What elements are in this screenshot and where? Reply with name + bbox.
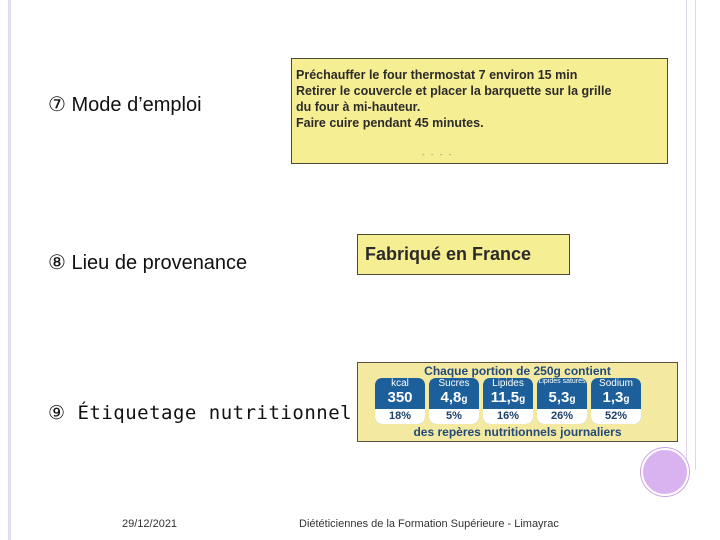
left-frame-line bbox=[8, 0, 11, 540]
nutrition-tile-lipides-satures bbox=[537, 378, 587, 424]
tile-name: Sucres bbox=[438, 378, 470, 389]
tile-value: 5,3g bbox=[548, 389, 576, 406]
mode-emploi-image bbox=[291, 58, 668, 164]
item-label-provenance: ⑧ Lieu de provenance bbox=[48, 252, 248, 274]
mode-emploi-line: Faire cuire pendant 45 minutes. bbox=[296, 116, 484, 130]
nutrition-tile-sodium bbox=[591, 378, 641, 424]
nutrition-tile-kcal bbox=[375, 378, 425, 424]
tile-percent: 5% bbox=[429, 408, 479, 424]
nutrition-tiles bbox=[375, 378, 641, 424]
tile-value: 350 bbox=[387, 389, 413, 406]
tile-name: kcal bbox=[391, 378, 409, 389]
tile-value: 11,5g bbox=[490, 389, 526, 406]
tile-percent: 52% bbox=[591, 408, 641, 424]
footer-organization: Diététiciennes de la Formation Supérieure - Limayrac bbox=[299, 518, 559, 530]
mode-emploi-line: du four à mi-hauteur. bbox=[296, 100, 421, 114]
tile-name: Lipides saturés bbox=[538, 378, 586, 385]
provenance-text: Fabriqué en France bbox=[365, 244, 532, 264]
tile-percent: 26% bbox=[537, 408, 587, 424]
nutrition-tile-lipides bbox=[483, 378, 533, 424]
footer-date: 29/12/2021 bbox=[122, 518, 178, 530]
tile-percent: 18% bbox=[375, 408, 425, 424]
tile-value: 1,3g bbox=[602, 389, 630, 406]
item-label-mode-emploi: ⑦ Mode d’emploi bbox=[48, 94, 202, 116]
tile-percent: 16% bbox=[483, 408, 533, 424]
mode-emploi-dots: - - - - bbox=[422, 150, 454, 159]
item-label-nutrition: ⑨ Étiquetage nutritionnel bbox=[48, 402, 353, 424]
tile-value: 4,8g bbox=[440, 389, 468, 406]
mode-emploi-line: Retirer le couvercle et placer la barquette sur la grille bbox=[296, 84, 612, 98]
provenance-image bbox=[357, 234, 570, 275]
nutrition-footer: des repères nutritionnels journaliers bbox=[413, 425, 622, 439]
tile-name: Lipides bbox=[492, 378, 524, 389]
right-frame-bar bbox=[686, 0, 696, 470]
nutrition-title: Chaque portion de 250g contient bbox=[424, 364, 611, 378]
nutrition-tile-sucres bbox=[429, 378, 479, 424]
mode-emploi-line: Préchauffer le four thermostat 7 environ 15 min bbox=[296, 68, 578, 82]
decorative-circle bbox=[641, 448, 689, 496]
tile-name: Sodium bbox=[599, 378, 633, 389]
nutrition-label-image bbox=[357, 362, 678, 442]
